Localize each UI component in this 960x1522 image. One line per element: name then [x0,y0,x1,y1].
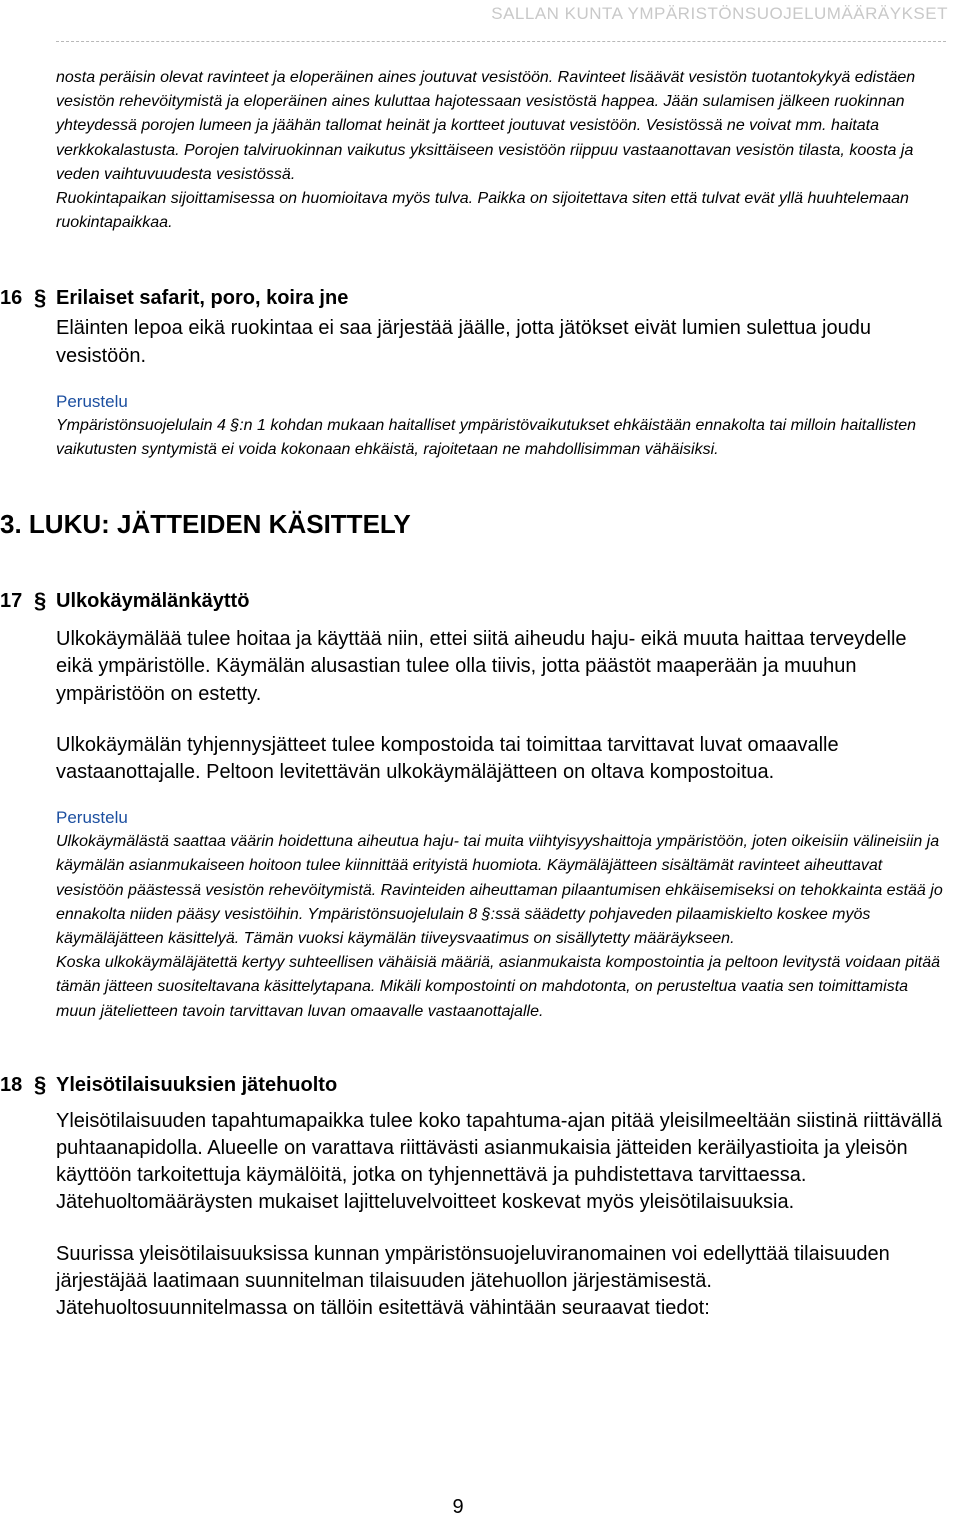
section-18-body-2: Suurissa yleisötilaisuuksissa kunnan ympäristönsuojeluviranomainen voi edellyttää tilaisuuden järjestäjää laatimaan suunnitelman tilaisuuden jätehuollon järjestämisestä. Jätehuoltosuunnitelmassa on tällöin esitettävä vähintään seuraavat tiedot: [56,1242,890,1320]
section-17-perustelu-label: Perustelu [56,808,128,828]
section-18-heading [0,1070,946,1100]
page-number: 9 [452,1496,464,1518]
section-16-body: Eläinten lepoa eikä ruokintaa ei saa järjestää jäälle, jotta jätökset eivät lumien sulettua joudu vesistöön. [56,317,871,367]
section-17-heading [0,586,946,616]
section-17-perustelu-text-2: Koska ulkokäymäläjätettä kertyy suhteellisen vähäisiä määriä, asianmukaista kompostointia ja peltoon levitystä voidaan pitää tämän jätteen suositeltavana käsittelytapana. Mikäli kompostointi on mahdotonta, on perusteltua vaatia sen toimittamista muun jätelietteen tavoin tarvittavan luvan omaavalle vastaanottajalle. [56,954,941,1020]
section-17-body-1: Ulkokäymälää tulee hoitaa ja käyttää niin, ettei siitä aiheudu haju- eikä muuta haittaa terveydelle eikä ympäristölle. Käymälän alusastian tulee olla tiivis, jotta päästöt maaperään ja muuhun ympäristöön on estetty. [56,628,907,705]
section-17-body-2: Ulkokäymälän tyhjennysjätteet tulee kompostoida tai toimittaa tarvittavat luvat omaavalle vastaanottajalle. Peltoon levitettävän ulkokäymäläjätteen on oltava kompostoitua. [56,733,839,784]
section-18-body-1: Yleisötilaisuuden tapahtumapaikka tulee koko tapahtuma-ajan pitää yleisilmeeltään siistinä riittävällä puhtaanapidolla. Alueelle on varattava riittävästi asianmukaisia jätteiden keräilyastioita ja yleisön käyttöön tarkoitettuja käymälöitä, jotka on tyhjennettävä ja puhdistettava tarvittaessa. Jätehuoltomääräysten mukaiset lajitteluvelvoitteet koskevat myös yleisötilaisuuksia. [56,1109,943,1214]
section-16-heading [0,283,946,313]
section-title: Yleisötilaisuuksien jätehuolto [56,1073,338,1096]
page-content [0,66,946,1322]
section-number: 16 [0,287,23,310]
intro-paragraph-2: Ruokintapaikan sijoittamisessa on huomioitava myös tulva. Paikka on sijoitettava siten että tulvat evät yllä huuhtelemaan ruokintapaikkaa. [56,190,909,232]
chapter-3-title: 3. LUKU: JÄTTEIDEN KÄSITTELY [0,509,411,540]
section-16-perustelu-label: Perustelu [56,391,128,411]
section-sign: § [34,1071,47,1097]
section-sign: § [34,285,47,311]
section-16-perustelu-text: Ympäristönsuojelulain 4 §:n 1 kohdan mukaan haitalliset ympäristövaikutukset ehkäistään ennakolta tai milloin haitallisten vaikutusten syntymistä ei voida kokonaan ehkäistä, rajoitetaan ne mahdollisimman vähäisiksi. [56,416,917,459]
section-sign: § [34,588,47,614]
section-title: Ulkokäymälänkäyttö [56,590,250,613]
running-header: SALLAN KUNTA YMPÄRISTÖNSUOJELUMÄÄRÄYKSET [491,4,948,23]
section-number: 17 [0,590,23,613]
section-number: 18 [0,1073,23,1096]
section-title: Erilaiset safarit, poro, koira jne [56,287,349,310]
header-divider [56,41,946,42]
section-17-perustelu-text-1: Ulkokäymälästä saattaa väärin hoidettuna aiheutua haju- tai muita viihtyisyyshaittoja ympäristöön, joten oikeisiin välineisiin ja käymälän asianmukaiseen hoitoon tulee kiinnittää erityistä huomiota. Käymäläjätteen sisältämät ravinteet aiheuttavat vesistöön päästessä vesistön rehevöitymistä. Ravinteiden aiheuttaman pilaantumisen ehkäisemiseksi on tehokkainta estää jo ennakolta niiden pääsy vesistöihin. Ympäristönsuojelulain 8 §:ssä säädetty pohjaveden pilaamiskielto koskee myös käymäläjätteen käsittelyä. Tämän vuoksi käymälän tiiveysvaatimus on sisällytetty määräykseen. [56,833,943,948]
intro-paragraph-1: nosta peräisin olevat ravinteet ja eloperäinen aines joutuvat vesistöön. Ravinteet lisäävät vesistön tuotantokykyä edistäen vesistön rehevöitymistä ja eloperäinen aines kuluttaa hajotessaan vesistöstä happea. Jään sulamisen jälkeen ruokinnan yhteydessä porojen lumeen ja jäähän tallomat heinät ja kortteet joutuvat vesistöön. Vesistössä ne voivat mm. haitata verkkokalastusta. Porojen talviruokinnan vaikutus yksittäiseen vesistöön riippuu vastaanottavan vesistön tilasta, koosta ja veden vaihtuvuudesta vesistössä. [56,69,916,183]
